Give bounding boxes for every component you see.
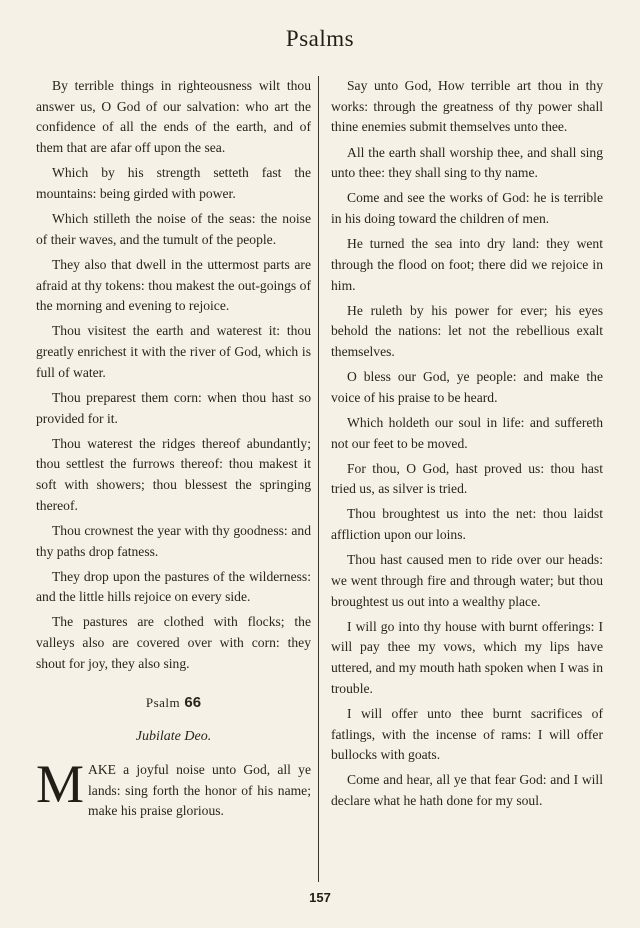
verse: I will offer unto thee burnt sacrifices of fatlings, with the incense of rams: I will offer bullocks with goats. [331, 705, 603, 763]
page-number: 157 [309, 890, 331, 905]
right-column [331, 76, 603, 816]
verse: By terrible things in righteousness wilt thou answer us, O God of our salvation: who art the confidence of all the ends of the earth, and of them that are afar off upon the sea. [36, 78, 311, 156]
opening-verse-text: AKE a joyful noise unto God, all ye lands: sing forth the honor of his name; make his praise glorious. [88, 761, 311, 819]
opening-verse [36, 753, 311, 822]
verse: Thou visitest the earth and waterest it: thou greatly enrichest it with the river of God, which is full of water. [36, 323, 311, 380]
verse: Which stilleth the noise of the seas: the noise of their waves, and the tumult of the people. [36, 211, 311, 247]
psalm-heading [36, 693, 311, 714]
verse: Thou broughtest us into the net: thou laidst affliction upon our loins. [331, 506, 603, 543]
verse: The pastures are clothed with flocks; the valleys also are covered over with corn: they shout for joy, they also sing. [36, 614, 311, 671]
verse: Which holdeth our soul in life: and suffereth not our feet to be moved. [331, 414, 603, 451]
psalm-subtitle: Jubilate Deo. [135, 729, 212, 745]
drop-cap-letter: M [36, 753, 85, 814]
verse: Which by his strength setteth fast the mountains: being girded with power. [36, 165, 311, 201]
verse: Say unto God, How terrible art thou in thy works: through the greatness of thy power shall thine enemies submit themselves unto thee. [331, 78, 603, 135]
verse: O bless our God, ye people: and make the voice of his praise to be heard. [331, 369, 603, 405]
psalm-label: Psalm [145, 694, 181, 710]
verse: Thou preparest them corn: when thou hast so provided for it. [36, 389, 311, 426]
verse: He turned the sea into dry land: they went through the flood on foot; there did we rejoice in him. [331, 236, 603, 293]
verse: Thou hast caused men to ride over our heads: we went through fire and through water; but thou broughtest us out into a wealthy place. [331, 552, 603, 609]
page-header-title: Psalms [285, 26, 355, 51]
verse: Come and see the works of God: he is terrible in his doing toward the children of men. [331, 190, 603, 226]
psalm-number: 66 [184, 693, 202, 711]
verse: They also that dwell in the uttermost parts are afraid at thy tokens: thou makest the out-goings of the morning and evening to rejoice. [36, 256, 311, 314]
verse: Thou waterest the ridges thereof abundantly; thou settlest the furrows thereof: thou makest it soft with showers; thou blessest the springing thereof. [36, 435, 311, 513]
verse: Thou crownest the year with thy goodness: and thy paths drop fatness. [36, 522, 311, 559]
verse: For thou, O God, hast proved us: thou hast tried us, as silver is tried. [331, 460, 603, 497]
verse: All the earth shall worship thee, and shall sing unto thee: they shall sing to thy name. [331, 144, 603, 181]
verse: Come and hear, all ye that fear God: and I will declare what he hath done for my soul. [331, 772, 603, 809]
left-column [36, 76, 311, 822]
column-divider [318, 76, 319, 882]
verse: He ruleth by his power for ever; his eyes behold the nations: let not the rebellious exalt themselves. [331, 302, 603, 359]
verse: I will go into thy house with burnt offerings: I will pay thee my vows, which my lips have uttered, and my mouth hath spoken when I was in trouble. [331, 618, 603, 696]
verse: They drop upon the pastures of the wilderness: and the little hills rejoice on every side. [36, 568, 311, 605]
